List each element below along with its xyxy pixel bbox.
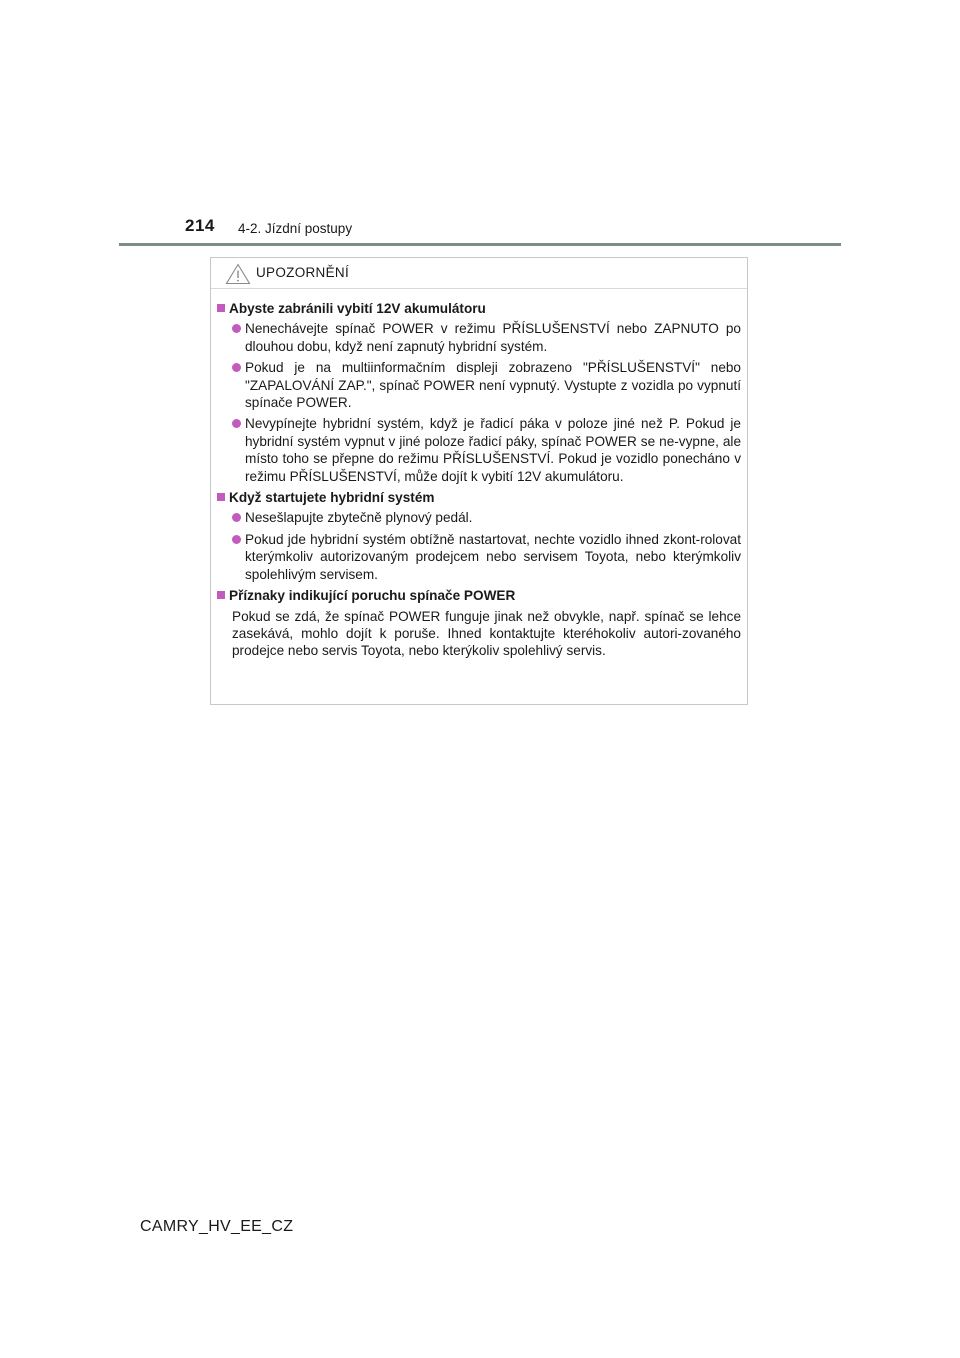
topic-heading-text: Příznaky indikující poruchu spínače POWER: [229, 588, 516, 604]
header-rule: [119, 243, 841, 246]
warning-topic: [217, 587, 741, 660]
list-item-text: Nevypínejte hybridní systém, když je řadicí páka v poloze jiné než P. Pokud je hybridní systém vypnut v jiné poloze řadicí páky, spínač POWER se ne-vypne, ale místo toho se přepne do režimu PŘÍSLUŠENSTVÍ. Pokud je vozidlo ponecháno v režimu PŘÍSLUŠENSTVÍ, může dojít k vybití 12V akumulátoru.: [245, 416, 741, 484]
warning-title: UPOZORNĚNÍ: [256, 265, 350, 280]
square-bullet-icon: [217, 493, 225, 501]
topic-heading: [217, 300, 741, 317]
warning-header: [211, 258, 747, 289]
topic-heading-text: Abyste zabránili vybití 12V akumulátoru: [229, 301, 486, 316]
topic-heading: [217, 587, 741, 604]
list-item: [232, 415, 741, 485]
list-item: [232, 531, 741, 583]
warning-triangle-icon: [225, 263, 251, 285]
round-bullet-icon: [232, 419, 241, 428]
topic-heading-text: Když startujete hybridní systém: [229, 490, 435, 506]
page-number: 214: [185, 216, 215, 235]
list-item: [232, 320, 741, 355]
list-item-text: Pokud jde hybridní systém obtížně nastartovat, nechte vozidlo ihned zkont-rolovat kterýmkoliv autorizovaným prodejcem nebo servisem Toyota, nebo kterýmkoliv spolehlivým servisem.: [245, 531, 741, 582]
list-item-text: Nenechávejte spínač POWER v režimu PŘÍSLUŠENSTVÍ nebo ZAPNUTO po dlouhou dobu, když není zapnutý hybridní systém.: [245, 321, 741, 354]
warning-box: [210, 257, 748, 705]
round-bullet-icon: [232, 535, 241, 544]
topic-heading: [217, 489, 741, 506]
list-item: [232, 359, 741, 411]
list-item-text: Nesešlapujte zbytečně plynový pedál.: [245, 510, 473, 526]
footer-code: CAMRY_HV_EE_CZ: [140, 1218, 294, 1235]
warning-topic: [217, 300, 741, 485]
square-bullet-icon: [217, 304, 225, 312]
round-bullet-icon: [232, 513, 241, 522]
warning-topic: [217, 489, 741, 583]
topic-paragraph: Pokud se zdá, že spínač POWER funguje jinak než obvykle, např. spínač se lehce zasekává, mohlo dojít k poruše. Ihned kontaktujte kteréhokoliv autori-zovaného prodejce nebo servis Toyota, nebo kterýkoliv spolehlivý servis.: [232, 608, 741, 659]
list-item-text: Pokud je na multiinformačním displeji zobrazeno "PŘÍSLUŠENSTVÍ" nebo "ZAPALOVÁNÍ ZAP.", spínač POWER není vypnutý. Vystupte z vozidla po vypnutí spínače POWER.: [245, 360, 741, 411]
round-bullet-icon: [232, 363, 241, 372]
section-title: 4-2. Jízdní postupy: [238, 221, 353, 236]
square-bullet-icon: [217, 591, 225, 599]
list-item: [232, 509, 741, 526]
warning-body: [211, 289, 747, 660]
round-bullet-icon: [232, 324, 241, 333]
